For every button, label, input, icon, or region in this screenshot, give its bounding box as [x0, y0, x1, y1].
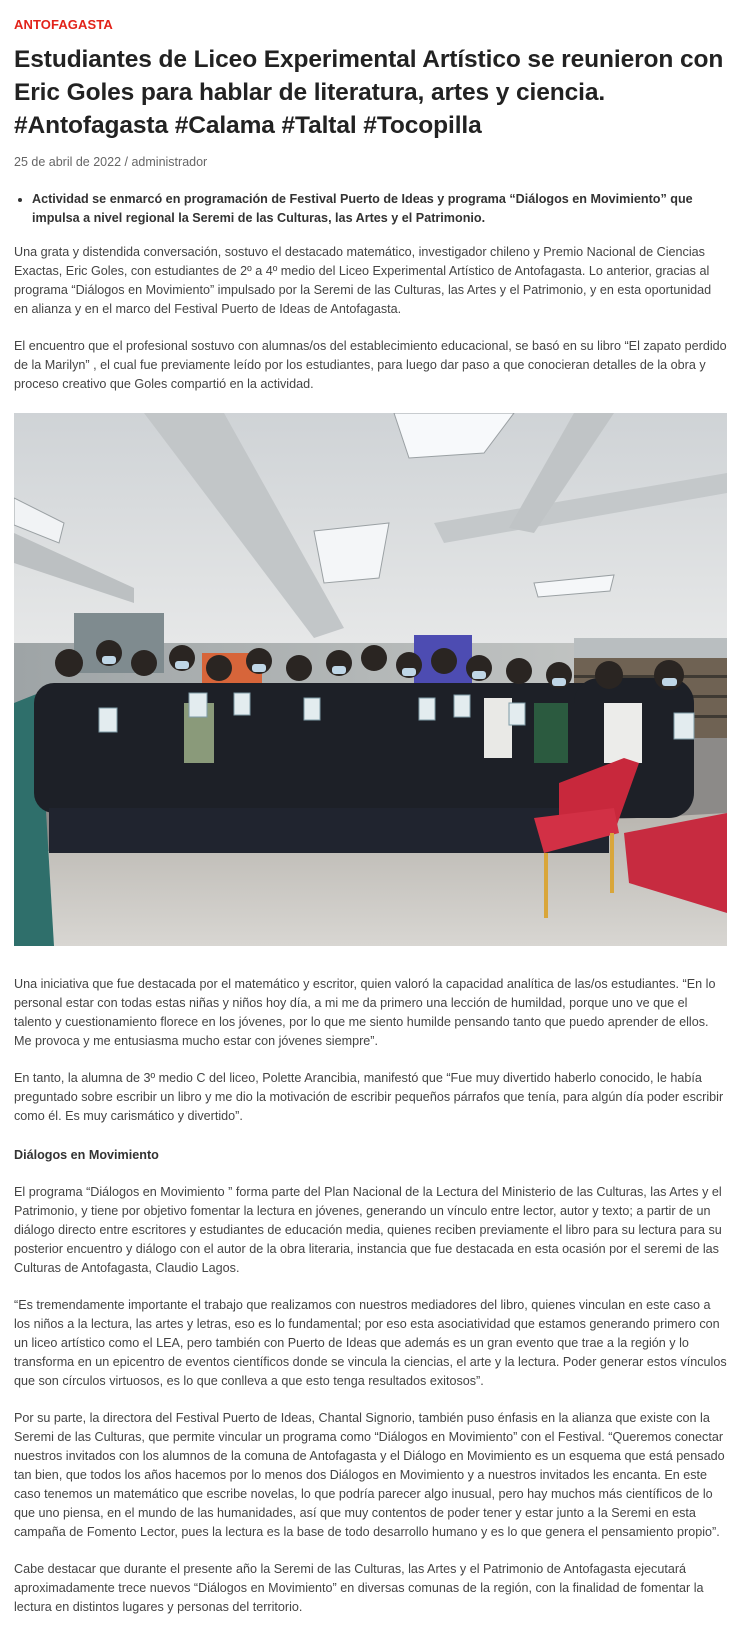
- paragraph-quote-director: Por su parte, la directora del Festival Puerto de Ideas, Chantal Signorio, también puso énfasis en la alianza que existe con la Seremi de las Culturas, que permite vincular un programa como “Diálogos en Movimiento” con el Festival. “Queremos conectar nuestros invitados con los alumnos de la comuna de Antofagasta y el Diálogo en Movimiento es un esquema que está pensado tan bien, que todos los años hacemos por lo menos dos Diálogos en Movimiento y a nuestros invitados les encanta. En este caso tenemos un matemático que escribe novelas, lo que podría parecer algo inusual, pero hay muchos más científicos de lo que uno piensa, en el mundo de las humanidades, así que muy contentos de poder tener y estar junto a la Seremi en esta campaña de Fomento Lector, pues la lectura es la base de todo desarrollo humano y es lo que genera el pensamiento propio”.: [14, 1411, 725, 1539]
- author-link[interactable]: administrador: [131, 155, 208, 169]
- meta-separator: /: [124, 155, 128, 169]
- paragraph-closing: Cabe destacar que durante el presente año la Seremi de las Culturas, las Artes y el Patrimonio de Antofagasta ejecutará aproximadamente trece nuevos “Diálogos en Movimiento” en diversas comunas de la región, con la finalidad de fomentar la lectura en distintos lugares y personas del territorio.: [14, 1562, 704, 1614]
- paragraph-intro: Una grata y distendida conversación, sostuvo el destacado matemático, investigador chileno y Premio Nacional de Ciencias Exactas, Eric Goles, con estudiantes de 2º a 4º medio del Liceo Experimental Artístico de Antofagasta. Lo anterior, gracias al programa “Diálogos en Movimiento” impulsado por la Seremi de las Culturas, las Artes y el Patrimonio, y en esta oportunidad en alianza y en el marco del Festival Puerto de Ideas de Antofagasta.: [14, 245, 712, 316]
- paragraph-quote-seremi: “Es tremendamente importante el trabajo que realizamos con nuestros mediadores del libro, quienes vinculan en este caso a los niños a la lectura, las artes y letras, eso es lo fundamental; por eso esta asociatividad que estamos generando primero con un liceo artístico como el LEA, pero también con Puerto de Ideas que además es un gran evento que trae a la región y lo transforma en un epicentro de eventos científicos donde se vincula la ciencias, el arte y la lectura. Poder generar estos vínculos que son círculos virtuosos, es lo que conlleva a que esto tenga resultados exitosos”.: [14, 1298, 727, 1388]
- section-heading: Diálogos en Movimiento: [14, 1148, 159, 1162]
- paragraph-program: El programa “Diálogos en Movimiento ” forma parte del Plan Nacional de la Lectura del Ministerio de las Culturas, las Artes y el Patrimonio, y tiene por objetivo fomentar la lectura en jóvenes, generando un vínculo entre lector, autor y texto; a partir de un diálogo directo entre escritores y estudiantes de educación media, quienes reciben previamente el libro para su lectura para su posterior encuentro y diálogo con el autor de la obra literaria, instancia que fue destacada en esta ocasión por el seremi de las Culturas de Antofagasta, Claudio Lagos.: [14, 1185, 722, 1275]
- article-photo: [14, 413, 727, 946]
- group-photo-illustration: [14, 413, 727, 946]
- lead-bullet: • Actividad se enmarcó en programación de Festival Puerto de Ideas y programa “Diálogos en Movimiento” que impulsa a nivel regional la Seremi de las Culturas, las Artes y el Patrimonio.: [32, 190, 727, 228]
- paragraph-quote-goles: Una iniciativa que fue destacada por el matemático y escritor, quien valoró la capacidad analítica de las/os estudiantes. “En lo personal estar con todas estas niñas y niños hoy día, a mi me da primero una lección de humildad, porque uno ve que el talento y cuestionamiento florece en los jóvenes, por lo que me siento humilde pensando tanto que puedo aprender de ellos. Me provoca y me entusiasma mucho estar con jóvenes siempre”.: [14, 977, 716, 1048]
- category-link[interactable]: ANTOFAGASTA: [14, 17, 113, 32]
- paragraph-quote-student: En tanto, la alumna de 3º medio C del liceo, Polette Arancibia, manifestó que “Fue muy divertido haberlo conocido, le había preguntado sobre escribir un libro y me dio la motivación de escribir pequeños párrafos que tenía, para algún día poder escribir como él. Es muy carismático y divertido”.: [14, 1071, 724, 1123]
- post-meta: [14, 154, 727, 170]
- post-date: 25 de abril de 2022: [14, 155, 122, 169]
- paragraph-book: El encuentro que el profesional sostuvo con alumnas/os del establecimiento educacional, se basó en su libro “El zapato perdido de la Marilyn” , el cual fue previamente leído por los estudiantes, para luego dar paso a que conocieran detalles de la obra y proceso creativo que Goles compartió en la actividad.: [14, 339, 727, 391]
- lead-list: [14, 190, 727, 228]
- article-title: Estudiantes de Liceo Experimental Artístico se reunieron con Eric Goles para hablar de literatura, artes y ciencia. #Antofagasta #Calama #Taltal #Tocopilla: [14, 46, 724, 139]
